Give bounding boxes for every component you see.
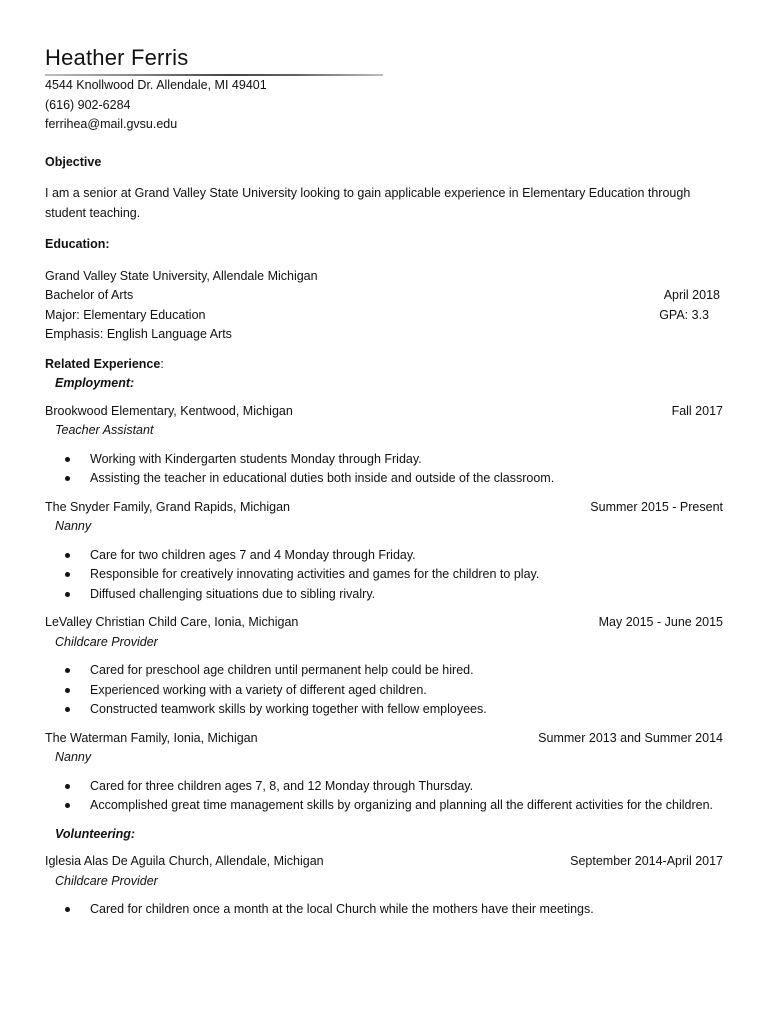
name-underline-divider (45, 74, 383, 76)
duty-bullet (65, 900, 723, 920)
education-title: Education: (45, 237, 110, 251)
job-role: Childcare Provider (55, 634, 158, 649)
duty-bullet (65, 777, 723, 797)
experience-title (45, 355, 723, 375)
volunteering-list (45, 852, 723, 920)
job-role: Nanny (55, 750, 92, 764)
objective-section (45, 153, 723, 224)
education-emphasis-row (45, 325, 723, 345)
education-degree-row (45, 286, 723, 306)
experience-entry-header (45, 498, 723, 518)
duties-list (45, 450, 723, 489)
education-section (45, 235, 723, 345)
duty-bullet (65, 565, 723, 585)
bullet-icon (65, 457, 70, 462)
objective-title: Objective (45, 154, 102, 169)
job-role: Nanny (55, 519, 92, 533)
email[interactable]: ferrihea@mail.gvsu.edu (45, 117, 178, 131)
bullet-icon (65, 784, 70, 789)
duty-text: Cared for preschool age children until permanent help could be hired. (90, 663, 474, 677)
bullet-icon (65, 592, 70, 597)
duties-list (45, 661, 723, 720)
experience-title-colon: : (160, 356, 164, 371)
volunteering-subheading: Volunteering: (55, 826, 136, 841)
experience-entry (45, 402, 723, 489)
resume-page (45, 44, 723, 929)
duty-bullet (65, 469, 723, 489)
bullet-icon (65, 476, 70, 481)
duty-text: Experienced working with a variety of different aged children. (90, 682, 427, 697)
employment-list (45, 402, 723, 816)
duty-text: Care for two children ages 7 and 4 Monday through Friday. (90, 547, 416, 562)
experience-entry-header (45, 729, 723, 749)
employer-name: Iglesia Alas De Aguila Church, Allendale, Michigan (45, 854, 324, 868)
duty-bullet (65, 661, 723, 681)
duty-text: Accomplished great time management skills by organizing and planning all the different activities for the children. (90, 798, 714, 812)
contact-info (45, 76, 723, 135)
employment-date: September 2014-April 2017 (570, 854, 723, 868)
duty-text: Assisting the teacher in educational duties both inside and outside of the classroom. (90, 471, 555, 485)
job-role: Childcare Provider (55, 873, 158, 888)
bullet-icon (65, 707, 70, 712)
duty-text: Constructed teamwork skills by working together with fellow employees. (90, 702, 487, 716)
experience-title-text: Related Experience (45, 356, 161, 371)
duty-text: Responsible for creatively innovating activities and games for the children to play. (90, 567, 540, 581)
duty-text: Cared for three children ages 7, 8, and 12 Monday through Thursday. (90, 778, 474, 793)
duty-bullet (65, 450, 723, 470)
education-school-row (45, 267, 723, 287)
employer-name: Brookwood Elementary, Kentwood, Michigan (45, 403, 293, 418)
education-major-row (45, 306, 723, 326)
graduation-date: April 2018 (663, 288, 720, 302)
school-name: Grand Valley State University, Allendale Michigan (45, 268, 318, 283)
experience-section (45, 355, 723, 920)
address: 4544 Knollwood Dr. Allendale, MI 49401 (45, 78, 267, 92)
experience-entry-header (45, 402, 723, 422)
duty-text: Cared for children once a month at the local Church while the mothers have their meetings. (90, 902, 594, 916)
applicant-name: Heather Ferris (45, 45, 189, 70)
bullet-icon (65, 688, 70, 693)
duty-bullet (65, 681, 723, 701)
duties-list (45, 900, 723, 920)
major: Major: Elementary Education (45, 307, 206, 322)
employer-name: The Snyder Family, Grand Rapids, Michigan (45, 499, 291, 514)
bullet-icon (65, 553, 70, 558)
experience-entry (45, 852, 723, 920)
duty-bullet (65, 700, 723, 720)
duties-list (45, 546, 723, 605)
employment-date: May 2015 - June 2015 (598, 615, 723, 629)
employment-date: Fall 2017 (671, 403, 723, 418)
degree: Bachelor of Arts (45, 288, 134, 302)
employer-name: LeValley Christian Child Care, Ionia, Michigan (45, 615, 299, 629)
duties-list (45, 777, 723, 816)
experience-entry (45, 729, 723, 816)
phone: (616) 902-6284 (45, 97, 131, 112)
resume-header (45, 44, 723, 72)
duty-bullet (65, 546, 723, 566)
experience-entry-header (45, 852, 723, 872)
experience-entry (45, 613, 723, 720)
job-role: Teacher Assistant (55, 423, 154, 437)
bullet-icon (65, 668, 70, 673)
experience-entry-header (45, 613, 723, 633)
employment-date: Summer 2015 - Present (590, 499, 723, 514)
gpa: GPA: 3.3 (659, 307, 709, 322)
experience-entry (45, 498, 723, 605)
duty-text: Working with Kindergarten students Monday through Friday. (90, 451, 422, 466)
duty-bullet (65, 796, 723, 816)
bullet-icon (65, 803, 70, 808)
employer-name: The Waterman Family, Ionia, Michigan (45, 730, 258, 745)
duty-bullet (65, 585, 723, 605)
objective-text: I am a senior at Grand Valley State University looking to gain applicable experience in Elementary Education through student teaching. (45, 186, 691, 220)
bullet-icon (65, 572, 70, 577)
employment-subheading: Employment: (55, 376, 135, 390)
duty-text: Diffused challenging situations due to sibling rivalry. (90, 586, 376, 601)
employment-date: Summer 2013 and Summer 2014 (538, 730, 723, 745)
emphasis: Emphasis: English Language Arts (45, 327, 232, 341)
bullet-icon (65, 907, 70, 912)
